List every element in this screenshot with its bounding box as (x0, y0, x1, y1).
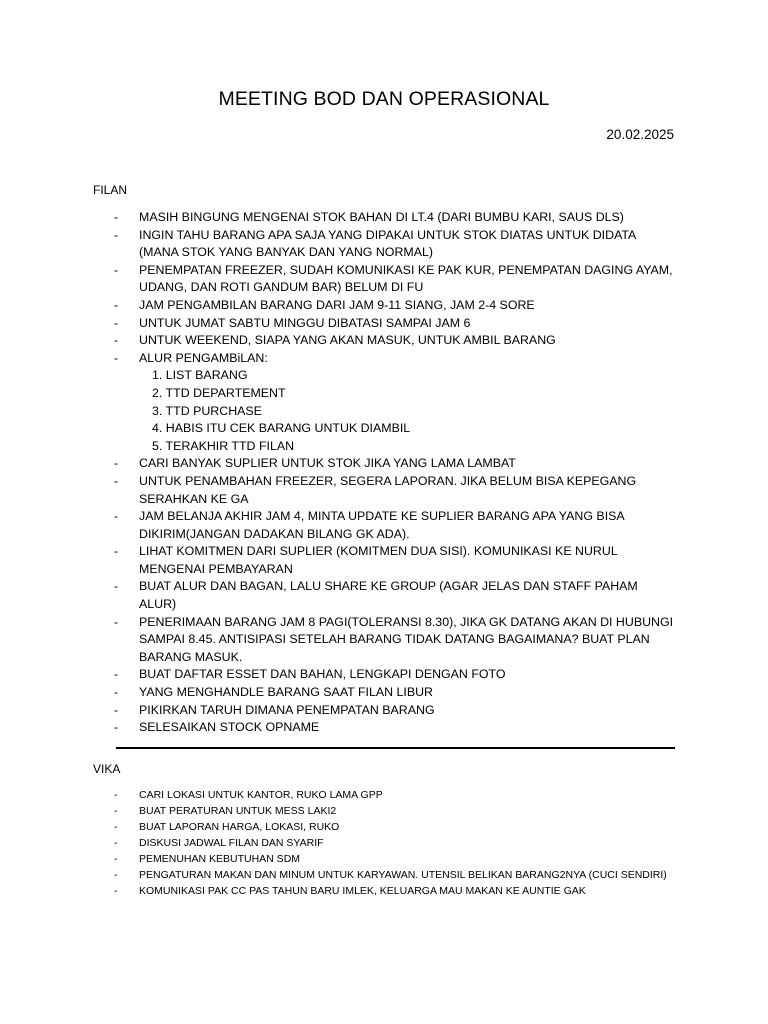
list-item-text: DISKUSI JADWAL FILAN DAN SYARIF (139, 837, 324, 849)
list-item (114, 262, 676, 297)
section-heading-vika: VIKA (93, 762, 121, 776)
list-item-text: PEMENUHAN KEBUTUHAN SDM (139, 853, 301, 865)
list-item (114, 666, 676, 684)
bullet-dash: - (114, 579, 119, 594)
list-item (114, 614, 676, 667)
bullet-dash: - (114, 456, 119, 471)
bullet-dash: - (114, 544, 119, 559)
list-item (114, 473, 676, 508)
list-item (114, 332, 676, 350)
document-title: MEETING BOD DAN OPERASIONAL (218, 88, 550, 110)
list-item-text: SELESAIKAN STOCK OPNAME (139, 720, 320, 735)
bullet-dash: - (114, 297, 119, 312)
list-item-text: UNTUK WEEKEND, SIAPA YANG AKAN MASUK, UNTUK AMBIL BARANG (139, 333, 556, 348)
list-item-text: UNTUK JUMAT SABTU MINGGU DIBATASI SAMPAI JAM 6 (139, 315, 471, 330)
bullet-dash: - (114, 789, 118, 801)
bullet-dash: - (114, 885, 118, 897)
list-item (114, 883, 676, 899)
bullet-dash: - (114, 333, 119, 348)
bullet-dash: - (114, 805, 118, 817)
step-item: 4. HABIS ITU CEK BARANG UNTUK DIAMBIL (152, 421, 411, 436)
bullet-dash: - (114, 614, 119, 629)
bullet-dash: - (114, 350, 119, 365)
list-item-text: YANG MENGHANDLE BARANG SAAT FILAN LIBUR (139, 685, 433, 700)
list-item-text: PIKIRKAN TARUH DIMANA PENEMPATAN BARANG (139, 702, 435, 717)
bullet-dash: - (114, 509, 119, 524)
list-item (114, 702, 676, 720)
list-item (114, 315, 676, 333)
list-item (114, 819, 676, 835)
bullet-dash: - (114, 685, 119, 700)
bullet-dash: - (114, 227, 119, 242)
step-item: 5. TERAKHIR TTD FILAN (152, 438, 295, 453)
list-item-text: CARI LOKASI UNTUK KANTOR, RUKO LAMA GPP (139, 789, 383, 801)
list-item (114, 787, 676, 803)
list-item (114, 719, 676, 737)
bullet-dash: - (114, 720, 119, 735)
list-item (114, 209, 676, 227)
list-item-text: INGIN TAHU BARANG APA SAJA YANG DIPAKAI UNTUK STOK DIATAS UNTUK DIDATA (MANA STOK YANG BANYAK DAN YANG NORMAL) (139, 227, 636, 260)
list-item-text: BUAT LAPORAN HARGA, LOKASI, RUKO (139, 821, 340, 833)
list-item-text: JAM PENGAMBILAN BARANG DARI JAM 9-11 SIANG, JAM 2-4 SORE (139, 297, 535, 312)
list-item-text: UNTUK PENAMBAHAN FREEZER, SEGERA LAPORAN. JIKA BELUM BISA KEPEGANG SERAHKAN KE GA (139, 473, 637, 506)
list-item (114, 455, 676, 473)
list-item (114, 297, 676, 315)
list-item (114, 867, 676, 883)
list-item-text: BUAT DAFTAR ESSET DAN BAHAN, LENGKAPI DENGAN FOTO (139, 667, 506, 682)
bullet-dash: - (114, 667, 119, 682)
list-item (114, 227, 676, 262)
list-item (114, 578, 676, 613)
list-item-text: PENERIMAAN BARANG JAM 8 PAGI(TOLERANSI 8.30), JIKA GK DATANG AKAN DI HUBUNGI SAMPAI 8.45. ANTISIPASI SETELAH BARANG TIDAK DATANG BAGAIMANA? BUAT PLAN BARANG MASUK. (139, 614, 674, 664)
list-item (114, 508, 676, 543)
section-divider (116, 747, 675, 749)
list-item (114, 684, 676, 702)
section-heading-filan: FILAN (93, 183, 128, 197)
list-item (114, 543, 676, 578)
list-item-text: CARI BANYAK SUPLIER UNTUK STOK JIKA YANG LAMA LAMBAT (139, 456, 516, 471)
list-item-text: BUAT PERATURAN UNTUK MESS LAKI2 (139, 805, 337, 817)
filan-items-list (114, 209, 676, 737)
list-item (114, 803, 676, 819)
step-item: 3. TTD PURCHASE (152, 403, 262, 418)
step-item: 2. TTD DEPARTEMENT (152, 385, 286, 400)
list-item (114, 851, 676, 867)
bullet-dash: - (114, 315, 119, 330)
bullet-dash: - (114, 210, 119, 224)
alur-steps-list (139, 367, 676, 455)
list-item (114, 835, 676, 851)
list-item-text: KOMUNIKASI PAK CC PAS TAHUN BARU IMLEK, KELUARGA MAU MAKAN KE AUNTIE GAK (139, 885, 586, 897)
bullet-dash: - (114, 853, 118, 865)
list-item (114, 350, 676, 456)
list-item-text: JAM BELANJA AKHIR JAM 4, MINTA UPDATE KE SUPLIER BARANG APA YANG BISA DIKIRIM(JANGAN DADAKAN BILANG GK ADA). (139, 509, 624, 541)
list-item-text: ALUR PENGAMBiLAN: (139, 350, 268, 365)
bullet-dash: - (114, 702, 119, 717)
step-item: 1. LIST BARANG (152, 368, 248, 383)
bullet-dash: - (114, 821, 118, 833)
bullet-dash: - (114, 837, 118, 849)
list-item-text: BUAT ALUR DAN BAGAN, LALU SHARE KE GROUP (AGAR JELAS DAN STAFF PAHAM ALUR) (139, 579, 638, 612)
list-item-text: LIHAT KOMITMEN DARI SUPLIER (KOMITMEN DUA SISI). KOMUNIKASI KE NURUL MENGENAI PEMBAYARAN (139, 544, 618, 576)
vika-items-list (114, 787, 676, 899)
bullet-dash: - (114, 869, 118, 881)
list-item-text: PENGATURAN MAKAN DAN MINUM UNTUK KARYAWAN. UTENSIL BELIKAN BARANG2NYA (CUCI SENDIRI) (139, 869, 667, 881)
list-item-text: MASIH BINGUNG MENGENAI STOK BAHAN DI LT.4 (DARI BUMBU KARI, SAUS DLS) (139, 210, 624, 224)
list-item-text: PENEMPATAN FREEZER, SUDAH KOMUNIKASI KE PAK KUR, PENEMPATAN DAGING AYAM, UDANG, DAN ROTI GANDUM BAR) BELUM DI FU (139, 262, 673, 295)
bullet-dash: - (114, 262, 119, 277)
document-date: 20.02.2025 (606, 127, 674, 142)
bullet-dash: - (114, 473, 119, 488)
